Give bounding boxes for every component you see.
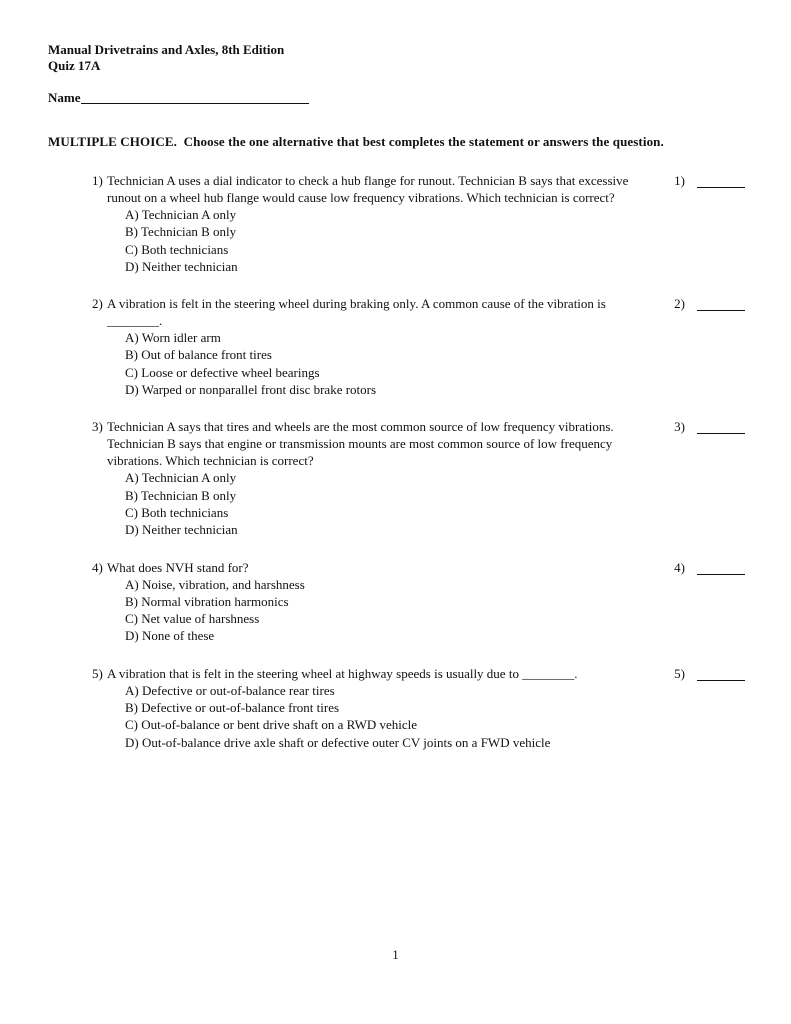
question-5-choices [92, 682, 660, 751]
choice-c: C) Net value of harshness [125, 611, 260, 627]
choice-b: B) Defective or out-of-balance front tires [125, 700, 340, 716]
answer-slot-4 [664, 559, 745, 576]
answer-slot-5 [664, 665, 745, 682]
section-instructions: MULTIPLE CHOICE. Choose the one alternative that best completes the statement or answers the question. [48, 134, 664, 149]
answer-blank-line [697, 310, 745, 311]
answer-slot-1 [664, 172, 745, 189]
book-title: Manual Drivetrains and Axles, 8th Edition [48, 42, 285, 57]
question-text: A vibration is felt in the steering wheel during braking only. A common cause of the vibration is ________. [107, 296, 606, 329]
question-2-main [92, 295, 660, 398]
answer-number: 1) [674, 173, 685, 188]
question-number: 4) [92, 559, 103, 575]
question-1-main [92, 172, 660, 275]
name-blank-line [81, 103, 309, 104]
choice-a: A) Defective or out-of-balance rear tires [125, 682, 335, 698]
choice-a: A) Technician A only [125, 207, 237, 222]
question-text: What does NVH stand for? [107, 559, 249, 575]
question-text: Technician A says that tires and wheels are the most common source of low frequency vibrations. Technician B says that engine or transmission mounts are most common source of low frequency vibrations. Which technician is correct? [107, 419, 614, 469]
choice-d: D) None of these [125, 628, 215, 644]
choice-a: A) Noise, vibration, and harshness [125, 576, 305, 592]
answer-slot-2 [664, 295, 745, 312]
choice-b: B) Out of balance front tires [125, 347, 272, 363]
question-5-head [92, 665, 660, 682]
answer-number: 2) [674, 296, 685, 312]
choice-b: B) Normal vibration harmonics [125, 593, 289, 609]
question-1-head [92, 172, 660, 206]
choice-b: B) Technician B only [125, 224, 237, 240]
answer-blank-line [697, 680, 745, 681]
answer-slot-3 [664, 418, 745, 435]
answer-number: 5) [674, 665, 685, 681]
question-4-choices [92, 576, 660, 645]
choice-c: C) Loose or defective wheel bearings [125, 364, 320, 380]
question-4 [92, 559, 745, 645]
question-4-main [92, 559, 660, 645]
question-number: 1) [92, 173, 103, 188]
question-list [48, 172, 745, 751]
question-number: 2) [92, 296, 103, 312]
choice-c: C) Out-of-balance or bent drive shaft on a RWD vehicle [125, 717, 418, 733]
question-number: 3) [92, 419, 103, 435]
name-label: Name [48, 90, 81, 105]
choice-b: B) Technician B only [125, 487, 237, 503]
choice-c: C) Both technicians [125, 504, 229, 520]
name-row [48, 89, 745, 106]
question-3-head [92, 418, 660, 469]
choice-a: A) Worn idler arm [125, 330, 221, 346]
page-number: 1 [392, 948, 399, 962]
answer-blank-line [697, 574, 745, 575]
question-3-main [92, 418, 660, 538]
question-text: A vibration that is felt in the steering wheel at highway speeds is usually due to ________. [107, 665, 578, 681]
question-1-choices [92, 206, 660, 275]
choice-d: D) Neither technician [125, 522, 238, 538]
choice-d: D) Warped or nonparallel front disc brake rotors [125, 382, 377, 398]
question-1 [92, 172, 745, 275]
choice-c: C) Both technicians [125, 241, 229, 257]
answer-blank-line [697, 433, 745, 434]
answer-number: 3) [674, 419, 685, 435]
question-5 [92, 665, 745, 751]
question-4-head [92, 559, 660, 576]
quiz-title: Quiz 17A [48, 58, 101, 73]
question-2-head [92, 295, 660, 329]
choice-d: D) Neither technician [125, 258, 238, 274]
question-number: 5) [92, 665, 103, 681]
question-2 [92, 295, 745, 398]
document-header [48, 42, 745, 74]
answer-number: 4) [674, 559, 685, 575]
choice-a: A) Technician A only [125, 470, 237, 486]
answer-blank-line [697, 187, 745, 188]
question-3-choices [92, 469, 660, 538]
question-2-choices [92, 329, 660, 398]
question-text: Technician A uses a dial indicator to check a hub flange for runout. Technician B says that excessive runout on a wheel hub flange would cause low frequency vibrations. Which technician is correct? [107, 173, 629, 205]
question-5-main [92, 665, 660, 751]
question-3 [92, 418, 745, 538]
choice-d: D) Out-of-balance drive axle shaft or defective outer CV joints on a FWD vehicle [125, 734, 551, 750]
